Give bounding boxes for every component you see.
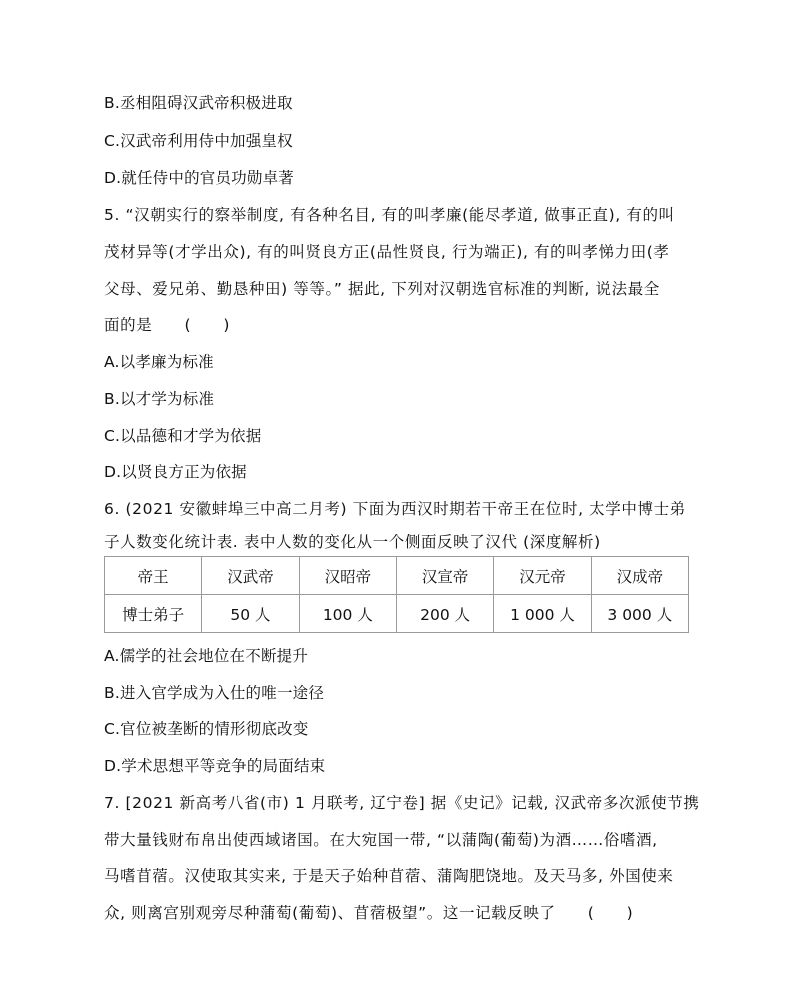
q4-option-c: C.汉武帝利用侍中加强皇权 [104, 132, 293, 150]
q5-option-b: B.以才学为标准 [104, 390, 215, 408]
q7-stem-line-1: 7. [2021 新高考八省(市) 1 月联考, 辽宁卷] 据《史记》记载, 汉武帝多次派使节携 [104, 794, 700, 812]
table-cell: 汉元帝 [494, 557, 591, 595]
q4-option-b: B.丞相阻碍汉武帝积极进取 [104, 94, 293, 112]
q6-option-d: D.学术思想平等竞争的局面结束 [104, 757, 326, 775]
table-cell: 汉宣帝 [396, 557, 493, 595]
table-cell: 3 000 人 [591, 595, 688, 633]
q4-option-d: D.就任侍中的官员功勋卓著 [104, 169, 294, 187]
q5-stem-line-3: 父母、爱兄弟、勤恳种田) 等等。” 据此, 下列对汉朝选官标准的判断, 说法最全 [104, 280, 660, 298]
q6-stats-table [104, 556, 689, 633]
table-cell: 汉成帝 [591, 557, 688, 595]
q6-option-c: C.官位被垄断的情形彻底改变 [104, 720, 309, 738]
table-cell: 博士弟子 [105, 595, 202, 633]
table-cell: 汉武帝 [202, 557, 299, 595]
table-cell: 200 人 [396, 595, 493, 633]
table-header-row [105, 557, 689, 595]
table-cell: 100 人 [299, 595, 396, 633]
q7-stem-line-4: 众, 则离宫别观旁尽种蒲萄(葡萄)、苜蓿极望”。这一记载反映了 ( ) [104, 904, 634, 922]
q5-stem-line-4: 面的是 ( ) [104, 316, 230, 334]
table-row [105, 595, 689, 633]
q6-stem-line-1: 6. (2021 安徽蚌埠三中高二月考) 下面为西汉时期若干帝王在位时, 太学中博士弟 [104, 500, 686, 518]
q6-option-a: A.儒学的社会地位在不断提升 [104, 647, 309, 665]
table-cell: 汉昭帝 [299, 557, 396, 595]
table-cell: 50 人 [202, 595, 299, 633]
q7-stem-line-3: 马嗜苜蓿。汉使取其实来, 于是天子始种苜蓿、蒲陶肥饶地。及天马多, 外国使来 [104, 867, 674, 885]
q6-option-b: B.进入官学成为入仕的唯一途径 [104, 684, 325, 702]
table-cell: 帝王 [105, 557, 202, 595]
q5-option-a: A.以孝廉为标准 [104, 353, 214, 371]
q7-stem-line-2: 带大量钱财布帛出使西域诸国。在大宛国一带, “以蒲陶(葡萄)为酒……俗嗜酒, [104, 831, 658, 849]
q5-stem-line-1: 5. “汉朝实行的察举制度, 有各种名目, 有的叫孝廉(能尽孝道, 做事正直), 有的叫 [104, 206, 675, 224]
q5-option-d: D.以贤良方正为依据 [104, 463, 247, 481]
table-cell: 1 000 人 [494, 595, 591, 633]
q5-option-c: C.以品德和才学为依据 [104, 427, 262, 445]
q5-stem-line-2: 茂材异等(才学出众), 有的叫贤良方正(品性贤良, 行为端正), 有的叫孝悌力田(孝 [104, 243, 670, 261]
q6-stem-line-2: 子人数变化统计表. 表中人数的变化从一个侧面反映了汉代 (深度解析) [104, 533, 601, 551]
